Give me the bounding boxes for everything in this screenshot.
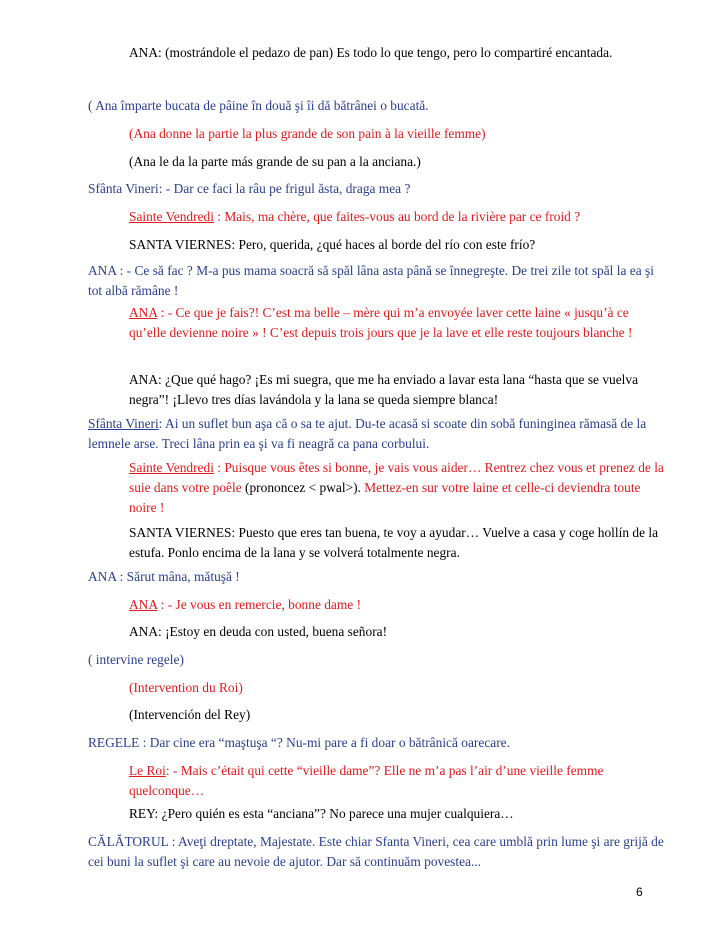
spanish-line: ANA: ¡Estoy en deuda con usted, buena señora!: [129, 624, 388, 639]
spanish-line: ANA: ¿Que qué hago? ¡Es mi suegra, que me ha enviado a lavar esta lana “hasta que se vuelva negra”! ¡Llevo tres días lavándola y la lana se queda siempre blanca!: [129, 372, 639, 407]
romanian-line: CĂLĂTORUL : Aveţi dreptate, Majestate. Este chiar Sfanta Vineri, cea care umblă prin lume şi are grijă de cei buni la suflet şi care au nevoie de ajutor. Dar să continuăm povestea...: [88, 834, 664, 869]
french-line: (Intervention du Roi): [129, 680, 243, 695]
french-text: : - Ce que je fais?! C’est ma belle – mère qui m’a envoyée laver cette laine « jusqu’à ce qu’elle devienne noire » ! C’est depuis trois jours que je la lave et elle reste toujours blanche !: [129, 305, 633, 340]
spanish-line: SANTA VIERNES: Pero, querida, ¿qué haces al borde del río con este frío?: [129, 237, 536, 252]
spanish-line: (Intervención del Rey): [129, 707, 251, 722]
french-text: : - Mais c’était qui cette “vieille dame”? Elle ne m’a pas l’air d’une vieille femme quelconque…: [129, 763, 604, 798]
french-text: : - Je vous en remercie, bonne dame !: [157, 597, 362, 612]
french-line: [129, 207, 669, 227]
speaker-name: Sainte Vendredi: [129, 209, 214, 224]
french-line: [129, 303, 669, 343]
french-text: : Mais, ma chère, que faites-vous au bord de la rivière par ce froid ?: [213, 209, 581, 224]
page-number: 6: [636, 885, 643, 899]
romanian-line: ( Ana împarte bucata de pâine în două şi îi dă bătrânei o bucată.: [88, 98, 429, 113]
romanian-text: : Ai un suflet bun aşa că o sa te ajut. Du-te acasă si scoate din sobă funinginea rămasă de la lemnele arse. Treci lâna prin ea şi va fi neagră ca pana corbului.: [88, 416, 647, 451]
french-line: [129, 761, 669, 801]
french-line: (Ana donne la partie la plus grande de son pain à la vieille femme): [129, 126, 486, 141]
french-line: [129, 595, 669, 615]
spanish-line: SANTA VIERNES: Puesto que eres tan buena, te voy a ayudar… Vuelve a casa y coge hollín de la estufa. Ponlo encima de la lana y se volverá totalmente negra.: [129, 525, 659, 560]
french-text: : Puisque vous êtes si bonne, je vais vous aider… Rentrez chez vous et prenez de la suie dans votre poêle: [129, 460, 664, 495]
romanian-line: REGELE : Dar cine era “maştuşa “? Nu-mi pare a fi doar o bătrânică oarecare.: [88, 735, 510, 750]
spanish-line: ANA: (mostrándole el pedazo de pan) Es todo lo que tengo, pero lo compartiré encantada.: [129, 45, 613, 60]
romanian-line: ANA : - Ce să fac ? M-a pus mama soacră să spăl lâna asta până se înnegreşte. De trei zile tot spăl la ea şi tot albă rămâne !: [88, 263, 654, 298]
spanish-line: (Ana le da la parte más grande de su pan a la anciana.): [129, 154, 421, 169]
pronunciation-note: (prononcez < pwal>).: [245, 480, 361, 495]
spanish-line: REY: ¿Pero quién es esta “anciana”? No parece una mujer cualquiera…: [129, 806, 514, 821]
romanian-line: [88, 414, 668, 454]
romanian-line: ( intervine regele): [88, 652, 184, 667]
speaker-name: Sfânta Vineri: [88, 416, 159, 431]
romanian-line: Sfânta Vineri: - Dar ce faci la râu pe frigul ăsta, draga mea ?: [88, 181, 411, 196]
french-text: Mettez-en sur votre laine et celle-ci deviendra toute noire !: [129, 480, 641, 515]
french-line: [129, 458, 669, 518]
speaker-name: ANA: [129, 305, 158, 320]
speaker-name: Sainte Vendredi: [129, 460, 214, 475]
speaker-name: ANA: [129, 597, 158, 612]
romanian-line: ANA : Sărut mâna, mătuşă !: [88, 569, 240, 584]
speaker-name: Le Roi: [129, 763, 166, 778]
